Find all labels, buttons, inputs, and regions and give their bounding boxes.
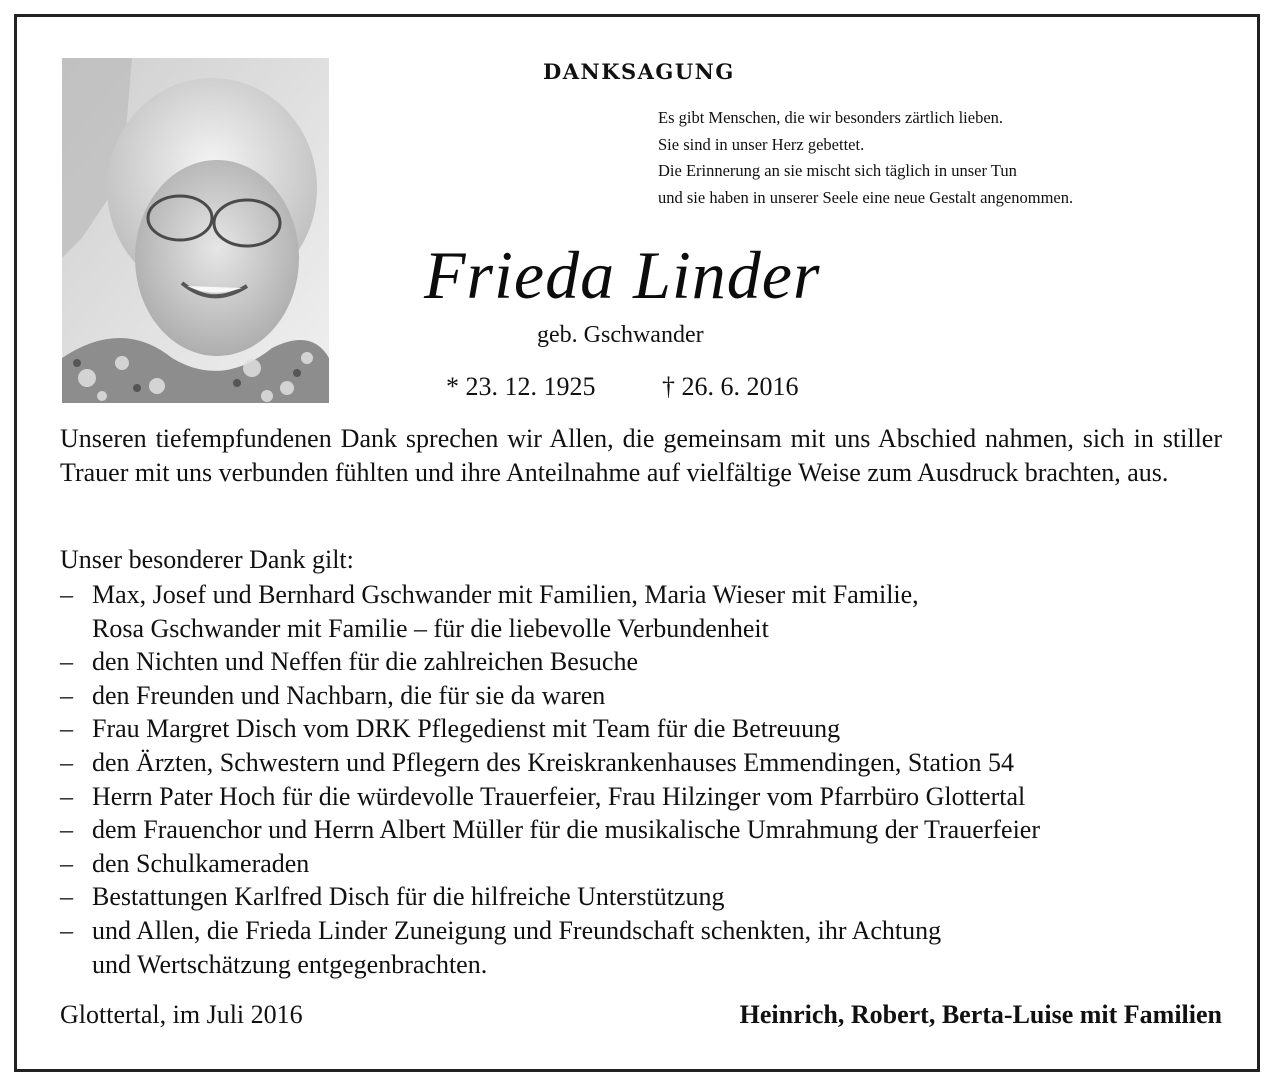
thanks-item-line: Max, Josef und Bernhard Gschwander mit Familien, Maria Wieser mit Familie,: [92, 580, 919, 609]
thanks-item-line: den Freunden und Nachbarn, die für sie da waren: [92, 680, 606, 710]
portrait-photo: [62, 58, 329, 403]
thanks-item-line: Frau Margret Disch vom DRK Pflegedienst mit Team für die Betreuung: [92, 714, 841, 744]
thanks-item: [60, 746, 1230, 780]
thanks-item-line: und Allen, die Frieda Linder Zuneigung und Freundschaft schenkten, ihr Achtung: [92, 915, 942, 945]
dash-bullet: –: [60, 747, 73, 777]
dash-bullet: –: [60, 580, 73, 609]
thanks-item-line: den Ärzten, Schwestern und Pflegern des Kreiskrankenhauses Emmendingen, Station 54: [92, 747, 1015, 777]
thanks-item: [60, 813, 1230, 847]
thanks-item: [60, 914, 1230, 981]
poem-line: Die Erinnerung an sie mischt sich täglich in unser Tun: [658, 161, 1017, 180]
poem-line: und sie haben in unserer Seele eine neue Gestalt angenommen.: [658, 187, 1074, 207]
thanks-item-line: Rosa Gschwander mit Familie – für die liebevolle Verbundenheit: [92, 613, 769, 643]
thanks-item: [60, 847, 1230, 881]
notice-heading: DANKSAGUNG: [543, 59, 735, 84]
thanks-item: [60, 712, 1230, 746]
poem: [658, 105, 1073, 211]
thanks-item-line: Herrn Pater Hoch für die würdevolle Trauerfeier, Frau Hilzinger vom Pfarrbüro Glottertal: [92, 781, 1026, 811]
dash-bullet: –: [60, 848, 73, 878]
thanks-item-line: den Schulkameraden: [92, 848, 310, 878]
dash-bullet: –: [60, 882, 73, 912]
thanks-list: [60, 578, 1230, 981]
death-date: † 26. 6. 2016: [662, 372, 799, 401]
thanks-item: [60, 780, 1230, 814]
signature: Heinrich, Robert, Berta-Luise mit Familien: [739, 1000, 1222, 1029]
deceased-name: Frieda Linder: [424, 237, 821, 313]
thanks-item-line: dem Frauenchor und Herrn Albert Müller für die musikalische Umrahmung der Trauerfeier: [92, 815, 1041, 845]
thanks-item-line: und Wertschätzung entgegenbrachten.: [92, 949, 488, 979]
thanks-item-line: den Nichten und Neffen für die zahlreichen Besuche: [92, 647, 639, 677]
thanks-item: [60, 645, 1230, 679]
poem-line: Es gibt Menschen, die wir besonders zärtlich lieben.: [658, 108, 1004, 127]
dash-bullet: –: [60, 680, 73, 710]
poem-line: Sie sind in unser Herz gebettet.: [658, 134, 865, 154]
dash-bullet: –: [60, 714, 73, 744]
place-date: Glottertal, im Juli 2016: [60, 1000, 303, 1029]
birth-date: * 23. 12. 1925: [446, 372, 596, 401]
thanks-item-line: Bestattungen Karlfred Disch für die hilfreiche Unterstützung: [92, 882, 725, 912]
thanks-item: [60, 578, 1230, 645]
life-dates: [446, 372, 799, 402]
maiden-name: geb. Gschwander: [537, 322, 704, 348]
dash-bullet: –: [60, 815, 73, 845]
thanks-item: [60, 679, 1230, 713]
thanks-heading: Unser besonderer Dank gilt:: [60, 545, 354, 574]
dash-bullet: –: [60, 915, 73, 945]
portrait-image: [62, 58, 329, 403]
thanks-item: [60, 880, 1230, 914]
dash-bullet: –: [60, 781, 73, 811]
dash-bullet: –: [60, 647, 73, 677]
intro-paragraph: Unseren tiefempfundenen Dank sprechen wir Allen, die gemeinsam mit uns Abschied nahmen, sich in stiller Trauer mit uns verbunden fühlten und ihre Anteilnahme auf vielfältige Weise zum Ausdruck brachten, aus.: [60, 424, 1222, 487]
